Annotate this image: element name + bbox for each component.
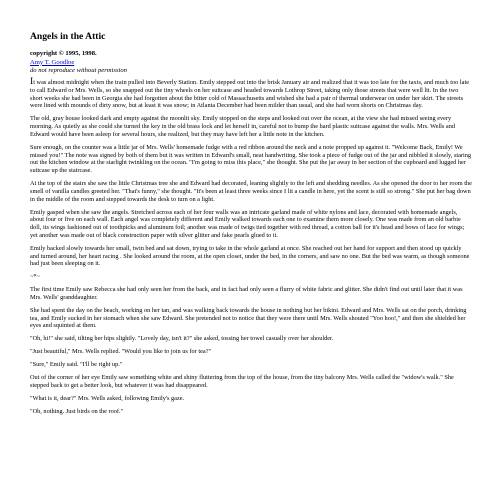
- story-title: Angels in the Attic: [30, 31, 106, 42]
- story-paragraph: Emily gasped when she saw the angels. Stretched across each of her four walls was an intricate garland made of white nylons and lace, decorated with homemade angels, about four or five on each wall. Each angel was completely different and Emily walked towards each one to examine them more closely. One was made from an old barbie doll, its wings fashioned out of toothpicks and aluminum foil; another was made of twigs tied together with red thread, a cotton ball for it's head and bows of lace for wings; yet another was made out of black construction paper with silver glitter and fake pearls glued to it.: [30, 208, 465, 239]
- permission-notice: do not reproduce without permission: [30, 67, 127, 75]
- story-paragraph: At the top of the stairs she saw the little Christmas tree she and Edward had decorated, leaning slightly to the left and shedding needles. As she opened the door to her room the smell of vanilla candles greeted her. "That's funny," she thought. "It's been at least three weeks since I lit a candle in here, yet the scent is still so strong." She put her bag down in the middle of the room and stepped towards the desk to turn on a light.: [30, 180, 472, 203]
- story-paragraph: The old, gray house looked dark and empty against the moonlit sky. Emily stopped on the steps and looked out over the ocean, at the view she had missed seeing every morning. As quietly as she could she turned the key in the old brass lock and let herself in, careful not to bump the hard plastic suitcase against the walls. Mrs. Wells and Edward would have been asleep for several hours, she realized, but they may have left her a little note in the kitchen.: [30, 115, 456, 138]
- byline: [30, 50, 470, 76]
- story-paragraph: Emily backed slowly towards her small, twin bed and sat down, trying to take in the whole garland at once. She reached out her hand for support and then stood up quickly and turned around, her heart racing . She looked around the room, at the open closet, under the bed, in the corners, and saw no one. But the bed was warm, as though someone had just been sleeping on it.: [30, 244, 470, 268]
- story-body: [30, 78, 472, 421]
- story-paragraph: It was almost midnight when the train pulled into Beverly Station. Emily stepped out into the brisk January air and realized that it was too late for the taxis, and much too late to call Edward or Mrs. Wells, so she snapped out the tiny wheels on her suitcase and headed towards Lothrop Street, taking only those streets that were well lit. In the two short weeks she had been in Georgia she had forgotten about the bitter cold of Massachusetts and wished she had a pair of thermal underwear on under her skirt. The streets were lined with mounds of dirty snow, but at least it was snow; in Atlanta December had been milder than usual, and she had worn shorts on Christmas day.: [30, 76, 469, 110]
- story-paragraph: "Oh, hi!" she said, tilting her hips slightly. "Lovely day, isn't it?" she asked, tossing her towel casually over her shoulder.: [30, 335, 334, 343]
- story-paragraph: Sure enough, on the counter was a little jar of Mrs. Wells' homemade fudge with a red ribbon around the neck and a note propped up against it. "Welcome Back, Emily! We missed you!" The note was signed by both of them but it was written in Edward's small, neat handwriting. She took a piece of fudge out of the jar and nibbled it slowly, staring out the kitchen window at the starlight twinkling on the ocean. "I'm going to miss this place," she thought. She put the jar away in her section of the cupboard and lugged her suitcase up the staircase.: [30, 143, 472, 175]
- story-paragraph: "Sure," Emily said. "I'll be right up.": [30, 361, 123, 369]
- copyright-line: copyright © 1995, 1998.: [30, 50, 97, 57]
- story-paragraph: Out of the corner of her eye Emily saw something white and shiny fluttering from the top of the house, from the tiny balcony Mrs. Wells called the "widow's walk." She stepped back to get a better look, but whatever it was had disappeared.: [30, 374, 454, 389]
- story-paragraph: "Oh, nothing. Just birds on the roof.": [30, 407, 124, 415]
- story-paragraph: "Just beautiful," Mrs. Wells replied. "Would you like to join us for tea?": [30, 348, 212, 356]
- story-paragraph: The first time Emily saw Rebecca she had only seen her from the back, and in fact had only seen a flurry of white fabric and glitter. She didn't find out until later that it was Mrs. Wells' granddaughter.: [30, 286, 463, 301]
- story-paragraph: "What is it, dear?" Mrs. Wells asked, following Emily's gaze.: [30, 394, 185, 402]
- story-paragraph: She had spent the day on the beach, working on her tan, and was walking back towards the house in nothing but her bikini. Edward and Mrs. Wells sat on the porch, drinking tea, and Emily sucked in her stomach when she saw Edward. She pretended not to notice that they were there until Mrs. Wells shouted "Yoo hoo!," and then she shielded her eyes and squinted at them.: [30, 306, 467, 330]
- author-link[interactable]: Amy T. Goodloe: [30, 58, 75, 66]
- section-break: ~*~: [30, 273, 40, 281]
